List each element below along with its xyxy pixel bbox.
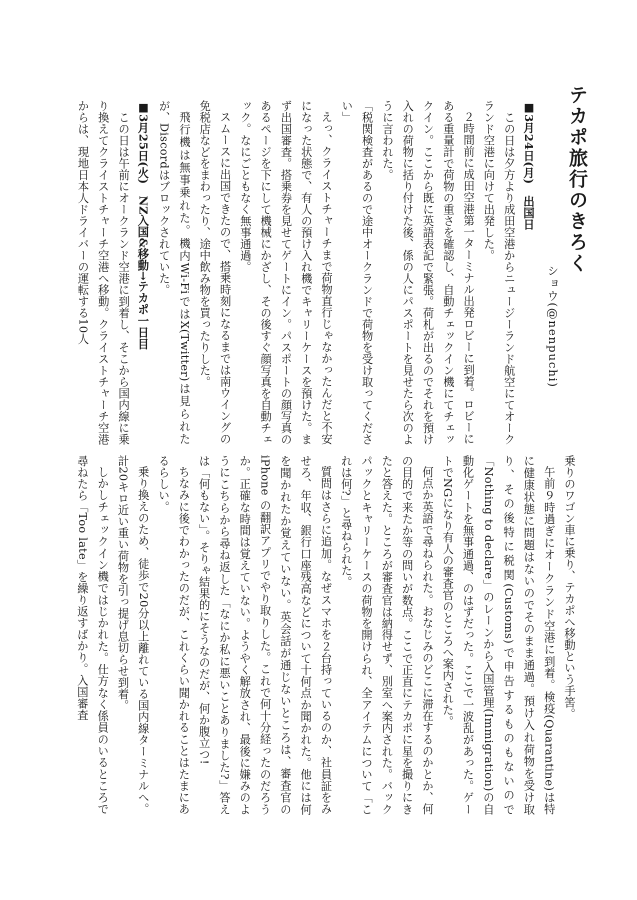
- top-text-block: [76, 100, 539, 445]
- bottom-text-block: [59, 455, 579, 815]
- paragraph: 午前９時過ぎにオークランド空港に到着。検疫(Quarantine)は特に健康状態に問題はないのでそのまま通過。預け入れ荷物を受け取り、その後特に税関(Customs)で申告するものもないので「Nothing to declare」のレーンから入国管理(Immigration)の自動化ゲートを無事通過、のはずだった。ここで一波乱があった。ゲートでNGになり有人の審査官のところへ案内された。: [441, 455, 556, 815]
- author-name: ショウ(@nenpuchi): [546, 265, 560, 388]
- document-title: テカポ旅行のきろく: [566, 85, 588, 274]
- paragraph: しかしチェックイン機ではじかれた。仕方なく係員のいるところで尋ねたら「Too late」を繰り返すばかり。入国審査: [75, 455, 110, 815]
- paragraph: えっ、クライストチャーチまで荷物直行じゃなかったんだと不安になった状態で、有人の預け入れ機でキャリーケースを預けた。まず出国審査。搭乗券を見せてゲートにイン。パスポートの顔写真のあるページを下にして機械にかざし、その後すぐ顔写真を自動チェック。なにごともなく無事通過。: [238, 100, 334, 445]
- paragraph: 何点か英語で尋ねられた。おなじみのどこに滞在するのかとか、何の目的で来たか等の問いが数点。ここで正直にテカポに星を撮りにきたと答えた。ところが審査官は納得せず、別室へ案内された。バックパックとキャリーケースの荷物を開けられ、全アイテムについて「これは何?」と尋ねられた。: [339, 455, 434, 815]
- paragraph: 乗り換えのため、徒歩で20分以上離れている国内線ターミナルへ。計20キロ近い重い荷物を引っ提げ息切らせ到着。: [116, 455, 150, 815]
- paragraph: ２時間前に成田空港第一ターミナル出発ロビーに到着。ロビーにある重量計で荷物の重さを確認し、自動チェックイン機にてチェックイン。ここから既に英語表記で緊張。荷札が出るのでそれを預け入れの荷物に括り付けた後、係の人にパスポートを見せたら次のように言われた。: [380, 100, 476, 445]
- paragraph: この日は夕方より成田空港からニュージーランド航空にてオークランド空港に向けて出発した。: [482, 100, 516, 445]
- section-heading-0324: ■3月24日(月) 出国日: [522, 100, 536, 231]
- paragraph: 飛行機は無事乗れた。機内Wi-FiではX(Twitter)は見られたが、Discordはブロックされていた。: [157, 100, 191, 445]
- paragraph: 質問はさらに追加。なぜスマホを２台持っているのか、社員証をみせろ、年収、銀行口座残高などについて十何点か聞かれた。他には何を聞かれたか覚えていない。英会話が通じないところは、審査官の iPhone の翻訳アプリでやり取りした。これで何十分経ったのだろうか。正確な時間は覚えていない。ようやく解放され、最後に嫌みのようにこちらから尋ね返した「なにか私に悪いことありました?」答えは「何もない」。そりゃ結果的にそうなのだが、何か腹立つ!: [197, 455, 333, 815]
- paragraph: 乗りのワゴン車に乗り、テカポへ移動という手筈。: [563, 455, 576, 720]
- paragraph: 「税関検査があるので途中オークランドで荷物を受け取ってください」: [340, 100, 374, 445]
- paragraph: この日は午前にオークランド空港に到着し、そこから国内線に乗り換えてクライストチャーチ空港へ移動。クライストチャーチ空港からは、現地日本人ドライバーの運転する10人: [76, 100, 131, 445]
- paragraph: スムースに出国できたので、搭乗時刻になるまでは南ウイングの免税店などをまわったり、途中飲み物を買ったりした。: [198, 100, 232, 445]
- section-heading-0325: ■3月25日(火) NZ入国&移動→テカポ一日目: [136, 100, 151, 350]
- paragraph: ちなみに後でわかったのだが、これくらい聞かれることはたまにあるらしい。: [157, 455, 191, 815]
